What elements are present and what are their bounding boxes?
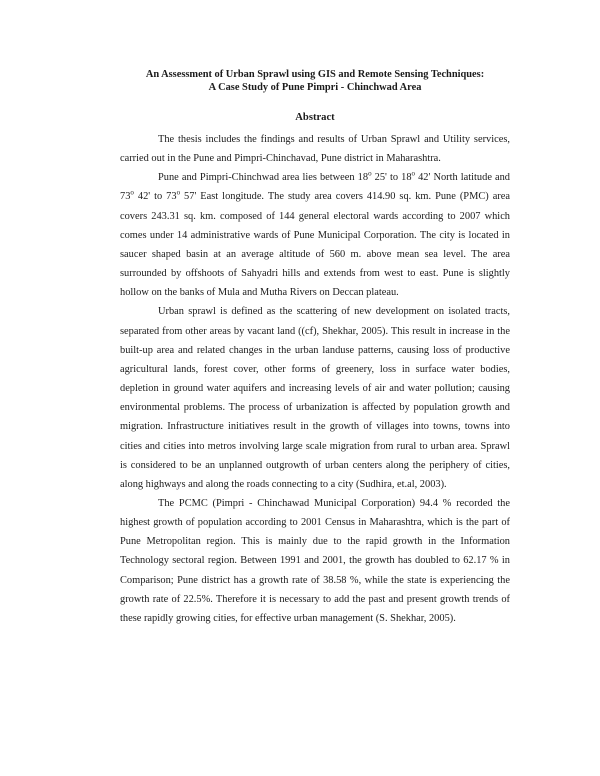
- degree-sup-2: o: [411, 169, 416, 178]
- paragraph-1: The thesis includes the findings and results of Urban Sprawl and Utility services, carried out in the Pune and Pimpri-Chinchavad, Pune district in Maharashtra.: [120, 134, 510, 165]
- paragraph-2-part-3: 42' North latitude and 73: [120, 172, 511, 203]
- paragraph-3: Urban sprawl is defined as the scattering of new development on isolated tracts, separated from other areas by vacant land ((cf), Shekhar, 2005). This result in increase in the built-up area and related changes in the urban landuse patterns, causing loss of productive agricultural lands, forest cover, other forms of greenery, loss in surface water bodies, depletion in ground water aquifers and increasing levels of air and water pollution; causing environmental problems. The process of urbanization is affected by population growth and migration. Infrastructure initiatives result in the growth of villages into towns, towns into cities and cities into metros involving large scale migration from rural to urban area. Sprawl is considered to be an unplanned outgrowth of urban centers along the periphery of cities, along highways and along the roads connecting to a city (Sudhira, et.al, 2003).: [120, 306, 510, 490]
- paragraph-2-part-1: Pune and Pimpri-Chinchwad area lies between 18: [158, 172, 369, 184]
- paragraph-2-part-2: 25' to 18: [371, 172, 412, 184]
- abstract-heading: Abstract: [295, 112, 335, 123]
- title-line-2: A Case Study of Pune Pimpri - Chinchwad Area: [208, 82, 422, 93]
- degree-sup-3: o: [130, 189, 134, 197]
- paragraph-4: The PCMC (Pimpri - Chinchawad Municipal Corporation) 94.4 % recorded the highest growth of population according to 2001 Census in Maharashtra, which is the part of Pune Metropolitan region. This is mainly due to the rapid growth in the Information Technology sectoral region. Between 1991 and 2001, the growth has doubled to 62.17 % in Comparison; Pune district has a growth rate of 38.58 %, while the state is experiencing the growth rate of 22.5%. Therefore it is necessary to add the past and present growth trends of these rapidly growing cities, for effective urban management (S. Shekhar, 2005).: [120, 497, 510, 624]
- paragraph-2-part-5: 57' East longitude. The study area covers 414.90 sq. km. Pune (PMC) area covers 243.31 sq. km. composed of 144 general electoral wards according to 2007 which comes under 14 administrative wards of Pune Municipal Corporation. The city is located in saucer shaped basin at an average altitude of 560 m. above mean sea level. The area surrounded by offshoots of Sahyadri hills and extends from west to east. Pune is slightly hollow on the banks of Mula and Mutha Rivers on Deccan plateau.: [120, 191, 510, 299]
- degree-sup-1: o: [368, 169, 372, 178]
- paragraph-2-part-4: 42' to 73: [133, 191, 177, 203]
- title-line-1: An Assessment of Urban Sprawl using GIS and Remote Sensing Techniques:: [145, 69, 485, 80]
- degree-sup-4: o: [176, 189, 181, 197]
- paragraph-2: [120, 168, 510, 302]
- document-page: [120, 68, 510, 628]
- document-title: [120, 68, 510, 94]
